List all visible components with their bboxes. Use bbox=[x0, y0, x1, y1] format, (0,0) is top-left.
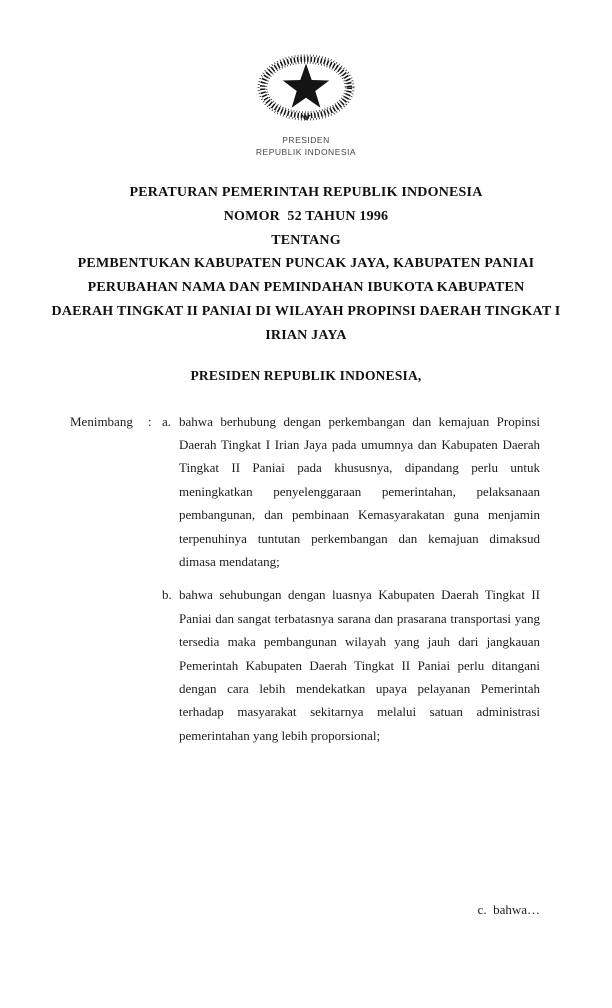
regulation-title bbox=[0, 181, 612, 348]
item-text-a: bahwa berhubung dengan perkembangan dan kemajuan Propinsi Daerah Tingkat I Irian Jaya pada umumnya dan Kabupaten Daerah Tingkat II Paniai pada khususnya, dipandang perlu untuk meningkatkan penyelenggaraan pemerintahan, pelaksanaan pembangunan, dan pembinaan Kemasyarakatan guna menjamin terpenuhinya tuntutan perkembangan dan kemajuan dimaksud dimasa mendatang; bbox=[179, 413, 540, 570]
title-line-subject-1: PEMBENTUKAN KABUPATEN PUNCAK JAYA, KABUPATEN PANIAI bbox=[77, 256, 535, 272]
menimbang-label: Menimbang bbox=[70, 413, 133, 429]
consideration-items bbox=[162, 410, 540, 748]
considerations-section bbox=[0, 410, 612, 748]
page-catchword: c. bahwa… bbox=[477, 902, 540, 917]
star-wreath-emblem-icon bbox=[255, 52, 357, 124]
title-line-subject-3: DAERAH TINGKAT II PANIAI DI WILAYAH PROPINSI DAERAH TINGKAT I bbox=[51, 303, 561, 319]
title-line-number: NOMOR 52 TAHUN 1996 bbox=[223, 208, 389, 224]
consideration-item-b bbox=[162, 583, 540, 747]
title-line-subject-2: PERUBAHAN NAMA DAN PEMINDAHAN IBUKOTA KABUPATEN bbox=[87, 280, 525, 296]
letterhead bbox=[0, 135, 612, 158]
letterhead-presiden: PRESIDEN bbox=[282, 135, 330, 145]
emblem bbox=[0, 0, 612, 124]
letterhead-republik-indonesia: REPUBLIK INDONESIA bbox=[255, 146, 357, 157]
item-marker-b: b. bbox=[162, 587, 172, 603]
title-line-subject-4: IRIAN JAYA bbox=[265, 327, 347, 343]
item-marker-a: a. bbox=[162, 413, 172, 429]
title-line-regulation: PERATURAN PEMERINTAH REPUBLIK INDONESIA bbox=[129, 185, 483, 200]
consideration-item-a bbox=[162, 410, 540, 574]
menimbang-colon: : bbox=[148, 413, 152, 429]
title-line-tentang: TENTANG bbox=[271, 232, 341, 248]
salutation: PRESIDEN REPUBLIK INDONESIA, bbox=[190, 367, 422, 383]
item-text-b: bahwa sehubungan dengan luasnya Kabupaten Daerah Tingkat II Paniai dan sangat terbatasnya sarana dan prasarana transportasi yang tersedia maka pembangunan wilayah yang jauh dari jangkauan Pemerintah Kabupaten Daerah Tingkat II Paniai perlu ditangani dengan cara lebih mendekatkan upaya pelayanan Pemerintah terhadap masyarakat sekitarnya melalui satuan administrasi pemerintahan yang lebih proporsional; bbox=[179, 587, 540, 743]
